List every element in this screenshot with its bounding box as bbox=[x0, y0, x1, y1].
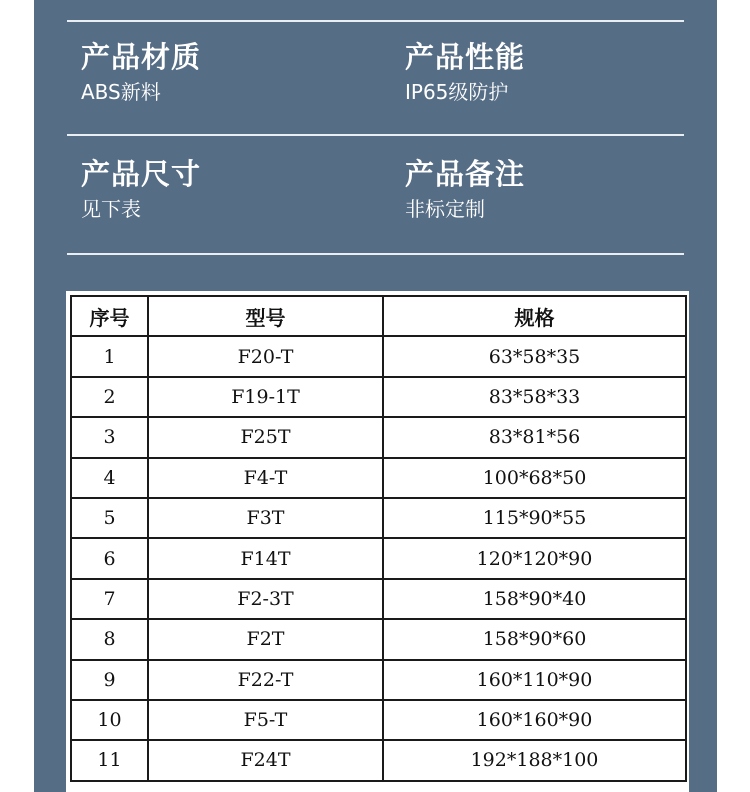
table-row bbox=[71, 458, 686, 498]
cell-index: 9 bbox=[71, 660, 148, 700]
spec-performance bbox=[405, 40, 525, 105]
cell-index: 3 bbox=[71, 417, 148, 457]
cell-model: F4-T bbox=[148, 458, 383, 498]
table-row bbox=[71, 377, 686, 417]
size-table bbox=[70, 295, 687, 782]
table-row bbox=[71, 660, 686, 700]
cell-index: 11 bbox=[71, 740, 148, 780]
spec-value: IP65级防护 bbox=[405, 80, 509, 104]
divider-middle bbox=[67, 134, 684, 136]
spec-title: 产品尺寸 bbox=[81, 157, 202, 191]
header-index: 序号 bbox=[71, 296, 148, 336]
table-row bbox=[71, 740, 686, 780]
spec-material bbox=[81, 40, 201, 105]
header-spec: 规格 bbox=[383, 296, 686, 336]
spec-value: 非标定制 bbox=[405, 197, 485, 221]
table-row bbox=[71, 619, 686, 659]
cell-model: F5-T bbox=[148, 700, 383, 740]
table-row bbox=[71, 538, 686, 578]
cell-model: F2-3T bbox=[148, 579, 383, 619]
table-header-row bbox=[71, 296, 686, 336]
cell-model: F2T bbox=[148, 619, 383, 659]
spec-size bbox=[81, 157, 201, 222]
cell-index: 2 bbox=[71, 377, 148, 417]
cell-index: 5 bbox=[71, 498, 148, 538]
table-row bbox=[71, 336, 686, 376]
cell-index: 6 bbox=[71, 538, 148, 578]
cell-spec: 158*90*60 bbox=[383, 619, 686, 659]
cell-model: F20-T bbox=[148, 336, 383, 376]
cell-spec: 83*58*33 bbox=[383, 377, 686, 417]
cell-spec: 63*58*35 bbox=[383, 336, 686, 376]
cell-spec: 115*90*55 bbox=[383, 498, 686, 538]
spec-value: 见下表 bbox=[81, 197, 141, 221]
table-row bbox=[71, 700, 686, 740]
cell-index: 7 bbox=[71, 579, 148, 619]
table-row bbox=[71, 498, 686, 538]
spec-title: 产品材质 bbox=[81, 40, 202, 74]
divider-bottom bbox=[67, 253, 684, 255]
cell-spec: 160*110*90 bbox=[383, 660, 686, 700]
cell-model: F24T bbox=[148, 740, 383, 780]
spec-panel bbox=[34, 0, 717, 792]
cell-spec: 192*188*100 bbox=[383, 740, 686, 780]
cell-model: F14T bbox=[148, 538, 383, 578]
cell-spec: 120*120*90 bbox=[383, 538, 686, 578]
cell-index: 10 bbox=[71, 700, 148, 740]
cell-index: 4 bbox=[71, 458, 148, 498]
table-row bbox=[71, 579, 686, 619]
cell-model: F19-1T bbox=[148, 377, 383, 417]
cell-index: 1 bbox=[71, 336, 148, 376]
spec-title: 产品备注 bbox=[405, 157, 526, 191]
cell-spec: 83*81*56 bbox=[383, 417, 686, 457]
header-model: 型号 bbox=[148, 296, 383, 336]
table-row bbox=[71, 417, 686, 457]
cell-spec: 100*68*50 bbox=[383, 458, 686, 498]
cell-model: F3T bbox=[148, 498, 383, 538]
spec-value: ABS新料 bbox=[81, 80, 161, 104]
cell-model: F22-T bbox=[148, 660, 383, 700]
size-table-container bbox=[66, 291, 689, 792]
cell-model: F25T bbox=[148, 417, 383, 457]
cell-spec: 158*90*40 bbox=[383, 579, 686, 619]
cell-index: 8 bbox=[71, 619, 148, 659]
spec-remark bbox=[405, 157, 525, 222]
cell-spec: 160*160*90 bbox=[383, 700, 686, 740]
spec-title: 产品性能 bbox=[405, 40, 526, 74]
divider-top bbox=[67, 20, 684, 22]
